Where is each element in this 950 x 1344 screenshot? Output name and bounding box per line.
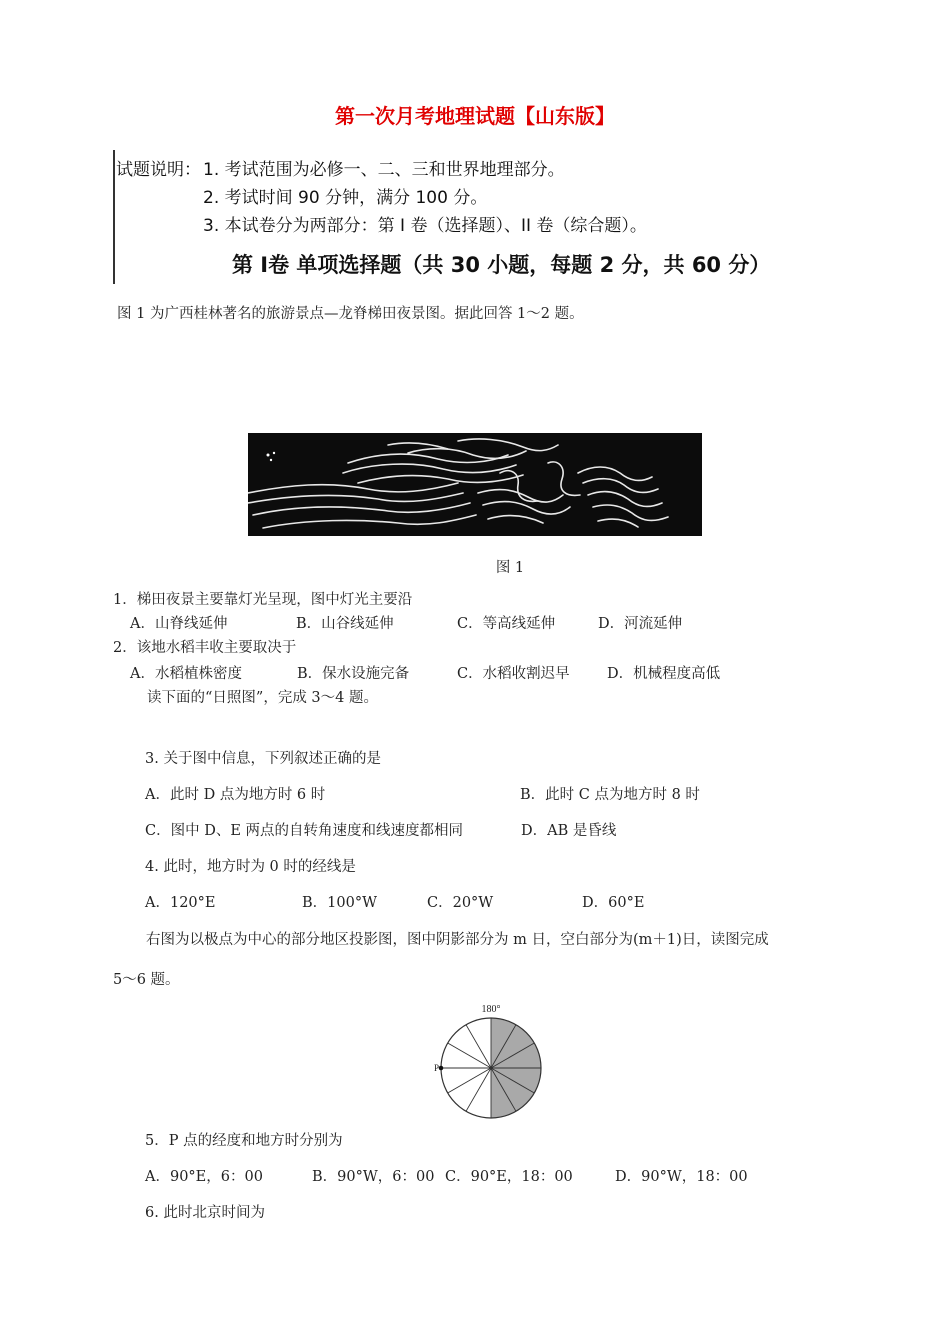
- q1-stem: 1．梯田夜景主要靠灯光呈现，图中灯光主要沿: [113, 592, 413, 608]
- meridian-180-label: 180°: [481, 1004, 501, 1015]
- polar-intro-line2: 5～6 题。: [113, 972, 180, 988]
- q5-stem: 5．P 点的经度和地方时分别为: [145, 1133, 343, 1149]
- q4-option-a: A．120°E: [145, 895, 216, 911]
- q4-option-c: C．20°W: [427, 895, 494, 911]
- page-title: 第一次月考地理试题【山东版】: [335, 104, 615, 128]
- q3-option-b: B．此时 C 点为地方时 8 时: [520, 787, 700, 803]
- fig1-intro: 图 1 为广西桂林著名的旅游景点—龙脊梯田夜景图。据此回答 1～2 题。: [117, 306, 584, 322]
- point-p-marker: [439, 1066, 444, 1071]
- q2-stem: 2．该地水稻丰收主要取决于: [113, 640, 297, 656]
- polar-intro-line1: 右图为以极点为中心的部分地区投影图，图中阴影部分为 m 日，空白部分为(m＋1)日，读图完成: [146, 932, 769, 948]
- q5-option-c: C．90°E，18：00: [445, 1169, 573, 1185]
- q1-option-c: C．等高线延伸: [457, 616, 556, 632]
- q2-option-a: A．水稻植株密度: [130, 666, 242, 682]
- instructions-border: [113, 150, 115, 284]
- terrace-night-photo: [248, 433, 702, 536]
- q6-stem: 6. 此时北京时间为: [145, 1205, 265, 1221]
- q5-option-b: B．90°W，6：00: [312, 1169, 435, 1185]
- instructions-label: 试题说明：: [116, 160, 201, 180]
- q4-stem: 4. 此时，地方时为 0 时的经线是: [145, 859, 356, 875]
- q5-option-a: A．90°E，6：00: [145, 1169, 263, 1185]
- instruction-item-3: 3. 本试卷分为两部分：第 I 卷（选择题）、II 卷（综合题）。: [203, 216, 647, 236]
- q3-option-c: C．图中 D、E 两点的自转角速度和线速度都相同: [145, 823, 464, 839]
- instruction-item-1: 1. 考试范围为必修一、二、三和世界地理部分。: [203, 160, 565, 180]
- q2-option-b: B．保水设施完备: [297, 666, 410, 682]
- fig1-caption: 图 1: [495, 560, 525, 576]
- q1-option-a: A．山脊线延伸: [130, 616, 228, 632]
- q2-option-c: C．水稻收割迟早: [457, 666, 570, 682]
- q3-option-a: A．此时 D 点为地方时 6 时: [145, 787, 326, 803]
- point-p-label: P: [434, 1063, 440, 1073]
- q1-option-b: B．山谷线延伸: [296, 616, 394, 632]
- polar-projection-diagram: [430, 998, 560, 1123]
- q1-option-d: D．河流延伸: [598, 616, 683, 632]
- sun-diagram-intro: 读下面的“日照图”，完成 3～4 题。: [147, 690, 378, 706]
- q5-option-d: D．90°W，18：00: [615, 1169, 748, 1185]
- instruction-item-2: 2. 考试时间 90 分钟，满分 100 分。: [203, 188, 488, 208]
- q2-option-d: D．机械程度高低: [607, 666, 721, 682]
- section-title: 第 I卷 单项选择题（共 30 小题，每题 2 分，共 60 分）: [232, 253, 771, 277]
- q4-option-d: D．60°E: [582, 895, 645, 911]
- q4-option-b: B．100°W: [302, 895, 377, 911]
- q3-option-d: D．AB 是昏线: [521, 823, 617, 839]
- q3-stem: 3. 关于图中信息，下列叙述正确的是: [145, 751, 381, 767]
